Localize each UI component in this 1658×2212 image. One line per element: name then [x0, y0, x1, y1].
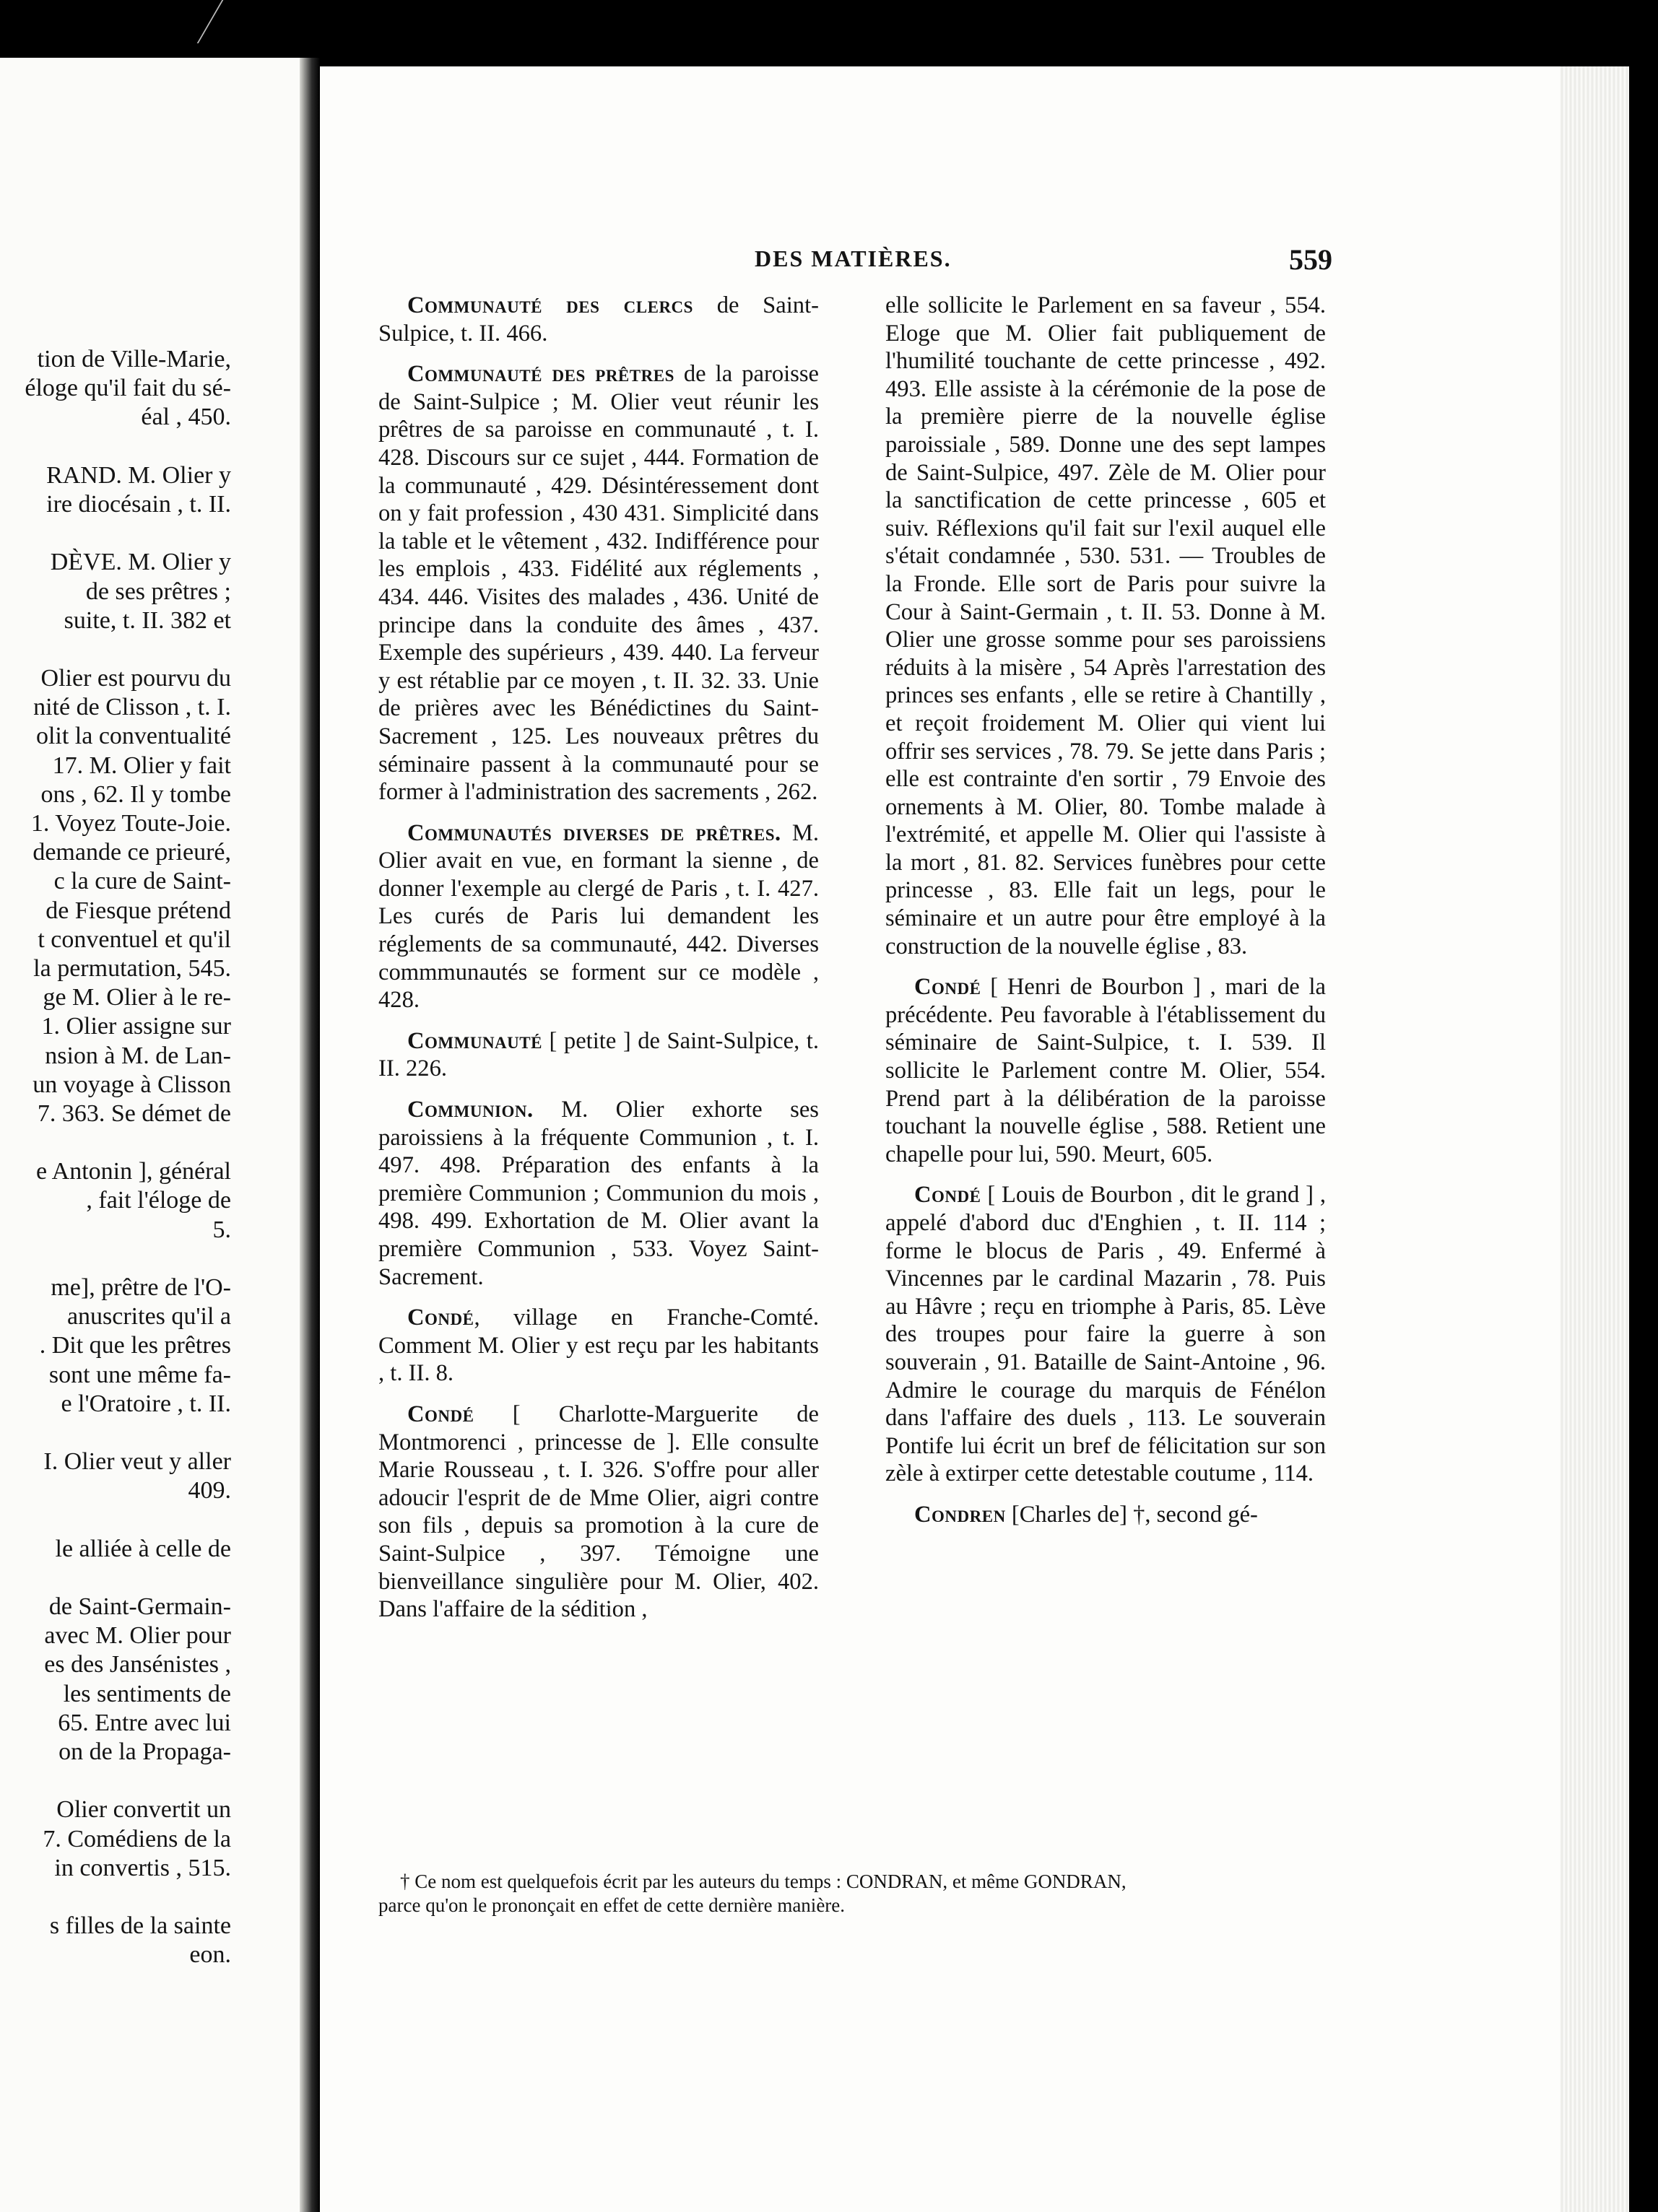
- left-page-line: 5.: [212, 1216, 231, 1243]
- left-page-line: anuscrites qu'il a: [66, 1303, 231, 1331]
- left-page-line: 65. Entre avec lui: [58, 1709, 231, 1736]
- left-page-line: es des Jansénistes ,: [44, 1651, 231, 1678]
- left-page-line: 7. Comédiens de la: [43, 1825, 231, 1852]
- index-term: Communion.: [407, 1097, 534, 1123]
- left-page-line: [0, 1564, 231, 1593]
- index-entry-text: [ Henri de Bourbon ] , mari de la précédente. Peu favorable à l'établissement du séminaire de Saint-Sulpice, t. I. 539. Il sollicite le Parlement contre M. Olier, 554. Prend part à la délibération de la paroisse touchant la nouvelle église , 588. Retient une chapelle pour lui, 590. Meurt, 605.: [885, 974, 1326, 1167]
- index-entry: [885, 973, 1326, 1168]
- left-page-line: suite, t. II. 382 et: [64, 606, 231, 634]
- left-page-line: [0, 519, 231, 548]
- left-page-line: I. Olier veut y aller: [43, 1448, 231, 1476]
- index-term: Communauté des prêtres: [407, 361, 674, 388]
- left-page-line: on de la Propaga-: [58, 1738, 231, 1765]
- left-page-line: , fait l'éloge de: [86, 1187, 231, 1214]
- index-entry-text: [ petite ] de Saint-Sulpice, t. II. 226.: [378, 1027, 819, 1082]
- left-page-line: ire diocésain , t. II.: [46, 490, 231, 518]
- index-term: Condé: [914, 1182, 981, 1209]
- book-gutter: [300, 58, 320, 2212]
- page-number: 559: [1289, 243, 1332, 276]
- index-term: Condé: [914, 974, 981, 1001]
- left-page-line: ons , 62. Il y tombe: [40, 780, 231, 808]
- footnote-line: parce qu'on le prononçait en effet de cette dernière manière.: [378, 1894, 846, 1916]
- index-term: Condren: [914, 1501, 1006, 1528]
- left-page-line: me], prêtre de l'O-: [51, 1274, 231, 1301]
- left-page-line: de ses prêtres ;: [85, 578, 231, 605]
- left-page-line: [0, 432, 231, 461]
- left-page-line: [0, 1245, 231, 1273]
- left-page-line: in convertis , 515.: [54, 1854, 231, 1881]
- left-page-line: le alliée à celle de: [55, 1535, 231, 1562]
- left-page-line: [0, 1419, 231, 1447]
- running-header: [755, 245, 1332, 282]
- left-page-line: [0, 1767, 231, 1795]
- index-column-left: [378, 292, 819, 1637]
- left-page-line: éloge qu'il fait du sé-: [25, 375, 231, 402]
- left-page-line: e l'Oratoire , t. II.: [61, 1390, 231, 1417]
- left-page: [0, 58, 305, 2212]
- index-term: Condé: [407, 1305, 474, 1331]
- left-page-line: e Antonin ], général: [35, 1158, 231, 1185]
- header-title: DES MATIÈRES.: [755, 245, 952, 271]
- footnote: [378, 1870, 1332, 1917]
- left-page-line: demande ce prieuré,: [32, 839, 231, 866]
- left-page-line: [0, 1883, 231, 1912]
- index-entry-text: de la paroisse de Saint-Sulpice ; M. Olier veut réunir les prêtres de sa paroisse en communauté , t. I. 428. Discours sur ce sujet , 444. Formation de la communauté , 429. Désintéressement dont on y fait profession , 430 431. Simplicité dans la table et le vêtement , 432. Indifférence pour les emplois , 433. Fidélité aux réglements , 434. 446. Visites des malades , 436. Unité de principe dans la conduite des âmes , 437. Exemple des supérieurs , 439. 440. La ferveur y est rétablie par ce moyen , t. II. 32. 33. Unie de prières avec les Bénédictines du Saint-Sacrement , 125. Les nouveaux prêtres du séminaire passent à la communauté pour se former à l'administration des sacrements , 262.: [378, 361, 819, 806]
- page-edge: [1560, 66, 1629, 2212]
- index-term: Condé: [407, 1401, 474, 1427]
- index-entry: [378, 1401, 819, 1624]
- index-column-right: [885, 292, 1326, 1542]
- left-page-line: sont une même fa-: [48, 1361, 231, 1388]
- index-entry: [378, 360, 819, 806]
- left-page-line: DÈVE. M. Olier y: [50, 549, 231, 576]
- index-entry-text: [ Louis de Bourbon , dit le grand ] , appelé d'abord duc d'Enghien , t. II. 114 ; forme le blocus de Paris , 49. Enfermé à Vincennes par le cardinal Mazarin , 78. Puis au Hâvre ; reçu en triomphe à Paris, 85. Lève des troupes pour faire la guerre à son souverain , 91. Bataille de Saint-Antoine , 96. Admire le courage du marquis de Fénélon dans l'affaire des duels , 113. Le souverain Pontife lui écrit un bref de félicitation sur son zèle à extirper cette detestable coutume , 114.: [885, 1182, 1326, 1487]
- scan-edge-mark: [197, 0, 267, 43]
- index-entry: [378, 1304, 819, 1388]
- left-page-line: 1. Voyez Toute-Joie.: [30, 810, 231, 837]
- index-entry: [378, 292, 819, 347]
- index-entry-text: M. Olier avait en vue, en formant la sienne , de donner l'exemple au clergé de Paris , t. I. 427. Les curés de Paris lui demandent les réglements de sa communauté, 442. Diverses commmunautés se forment sur ce modèle , 428.: [378, 819, 819, 1014]
- left-page-line: éal , 450.: [141, 404, 231, 431]
- left-page-line: olit la conventualité: [35, 723, 231, 750]
- left-page-line: avec M. Olier pour: [44, 1622, 231, 1650]
- left-page-line: 7. 363. Se démet de: [37, 1100, 231, 1127]
- left-page-line: Olier convertit un: [56, 1796, 231, 1824]
- footnote-line: † Ce nom est quelquefois écrit par les auteurs du temps : CONDRAN, et même GONDRAN,: [400, 1871, 1127, 1892]
- left-page-line: eon.: [189, 1941, 231, 1969]
- index-entry-text: [ Charlotte-Marguerite de Montmorenci , princesse de ]. Elle consulte Marie Rousseau , t. I. 326. S'offre pour aller adoucir l'esprit de de Mme Olier, aigri contre son fils , depuis sa promotion à la cure de Saint-Sulpice , 397. Témoigne une bienveillance singulière pour M. Olier, 402. Dans l'affaire de la sédition ,: [378, 1401, 819, 1623]
- left-page-line: RAND. M. Olier y: [46, 461, 231, 489]
- left-page-text: [0, 345, 231, 1970]
- index-term: Communauté: [407, 1027, 542, 1054]
- index-entry-text: [Charles de] †, second gé-: [1005, 1501, 1258, 1528]
- left-page-line: de Saint-Germain-: [48, 1593, 231, 1621]
- index-entry: [378, 1027, 819, 1083]
- index-entry: [885, 1501, 1326, 1529]
- index-entry-text: de Saint-Sulpice, t. II. 466.: [378, 292, 819, 347]
- left-page-line: nité de Clisson , t. I.: [33, 694, 231, 721]
- index-entry: [885, 292, 1326, 960]
- index-entry-text: M. Olier exhorte ses paroissiens à la fréquente Communion , t. I. 497. 498. Préparation des enfants à la première Communion ; Communion du mois , 498. 499. Exhortation de M. Olier avant la première Communion , 533. Voyez Saint-Sacrement.: [378, 1097, 819, 1290]
- left-page-line: nsion à M. de Lan-: [45, 1042, 231, 1069]
- left-page-line: Olier est pourvu du: [40, 665, 231, 692]
- left-page-line: 1. Olier assigne sur: [41, 1013, 231, 1040]
- left-page-line: [0, 1506, 231, 1535]
- left-page-line: s filles de la sainte: [49, 1912, 231, 1940]
- index-term: Communauté des clercs: [407, 292, 693, 318]
- index-entry-text: elle sollicite le Parlement en sa faveur , 554. Eloge que M. Olier fait publiquement de l'humilité touchante de cette princesse , 492. 493. Elle assiste à la cérémonie de la pose de la première pierre de la nouvelle église paroissiale , 589. Donne une des sept lampes de Saint-Sulpice, 497. Zèle de M. Olier pour la sanctification de cette princesse , 605 et suiv. Réflexions qu'il fait sur l'exil auquel elle s'était condamnée , 530. 531. — Troubles de la Fronde. Elle sort de Paris pour suivre la Cour à Saint-Germain , t. II. 53. Donne à M. Olier une grosse somme pour ses paroissiens réduits à la misère , 54 Après l'arrestation des princes ses enfants , elle se retire à Chantilly , et reçoit froidement M. Olier qui vient lui offrir ses services , 78. 79. Se jette dans Paris ; elle est contrainte d'en sortir , 79 Envoie des ornements à M. Olier, 80. Tombe malade à l'extrémité, et appelle M. Olier qui l'assiste à la mort , 81. 82. Services funèbres pour cette princesse , 83. Elle fait un legs, pour le séminaire et un autre pour être employé à la construction de la nouvelle église , 83.: [885, 292, 1326, 959]
- left-page-line: un voyage à Clisson: [32, 1071, 231, 1098]
- index-entry-text: , village en Franche-Comté. Comment M. Olier y est reçu par les habitants , t. II. 8.: [378, 1305, 819, 1387]
- left-page-line: la permutation, 545.: [33, 954, 231, 982]
- left-page-line: de Fiesque prétend: [45, 897, 231, 924]
- left-page-line: [0, 635, 231, 664]
- left-page-line: tion de Ville-Marie,: [37, 346, 231, 373]
- left-page-line: 17. M. Olier y fait: [52, 752, 231, 779]
- index-entry: [885, 1181, 1326, 1488]
- left-page-line: [0, 1128, 231, 1157]
- index-term: Communautés diverses de prêtres.: [407, 819, 781, 846]
- left-page-line: ge M. Olier à le re-: [43, 984, 231, 1011]
- index-entry: [378, 1096, 819, 1291]
- left-page-line: . Dit que les prêtres: [39, 1332, 231, 1359]
- left-page-line: c la cure de Saint-: [53, 868, 231, 895]
- left-page-line: t conventuel et qu'il: [38, 926, 231, 953]
- left-page-line: les sentiments de: [63, 1680, 231, 1707]
- left-page-line: 409.: [188, 1477, 231, 1505]
- index-entry: [378, 819, 819, 1014]
